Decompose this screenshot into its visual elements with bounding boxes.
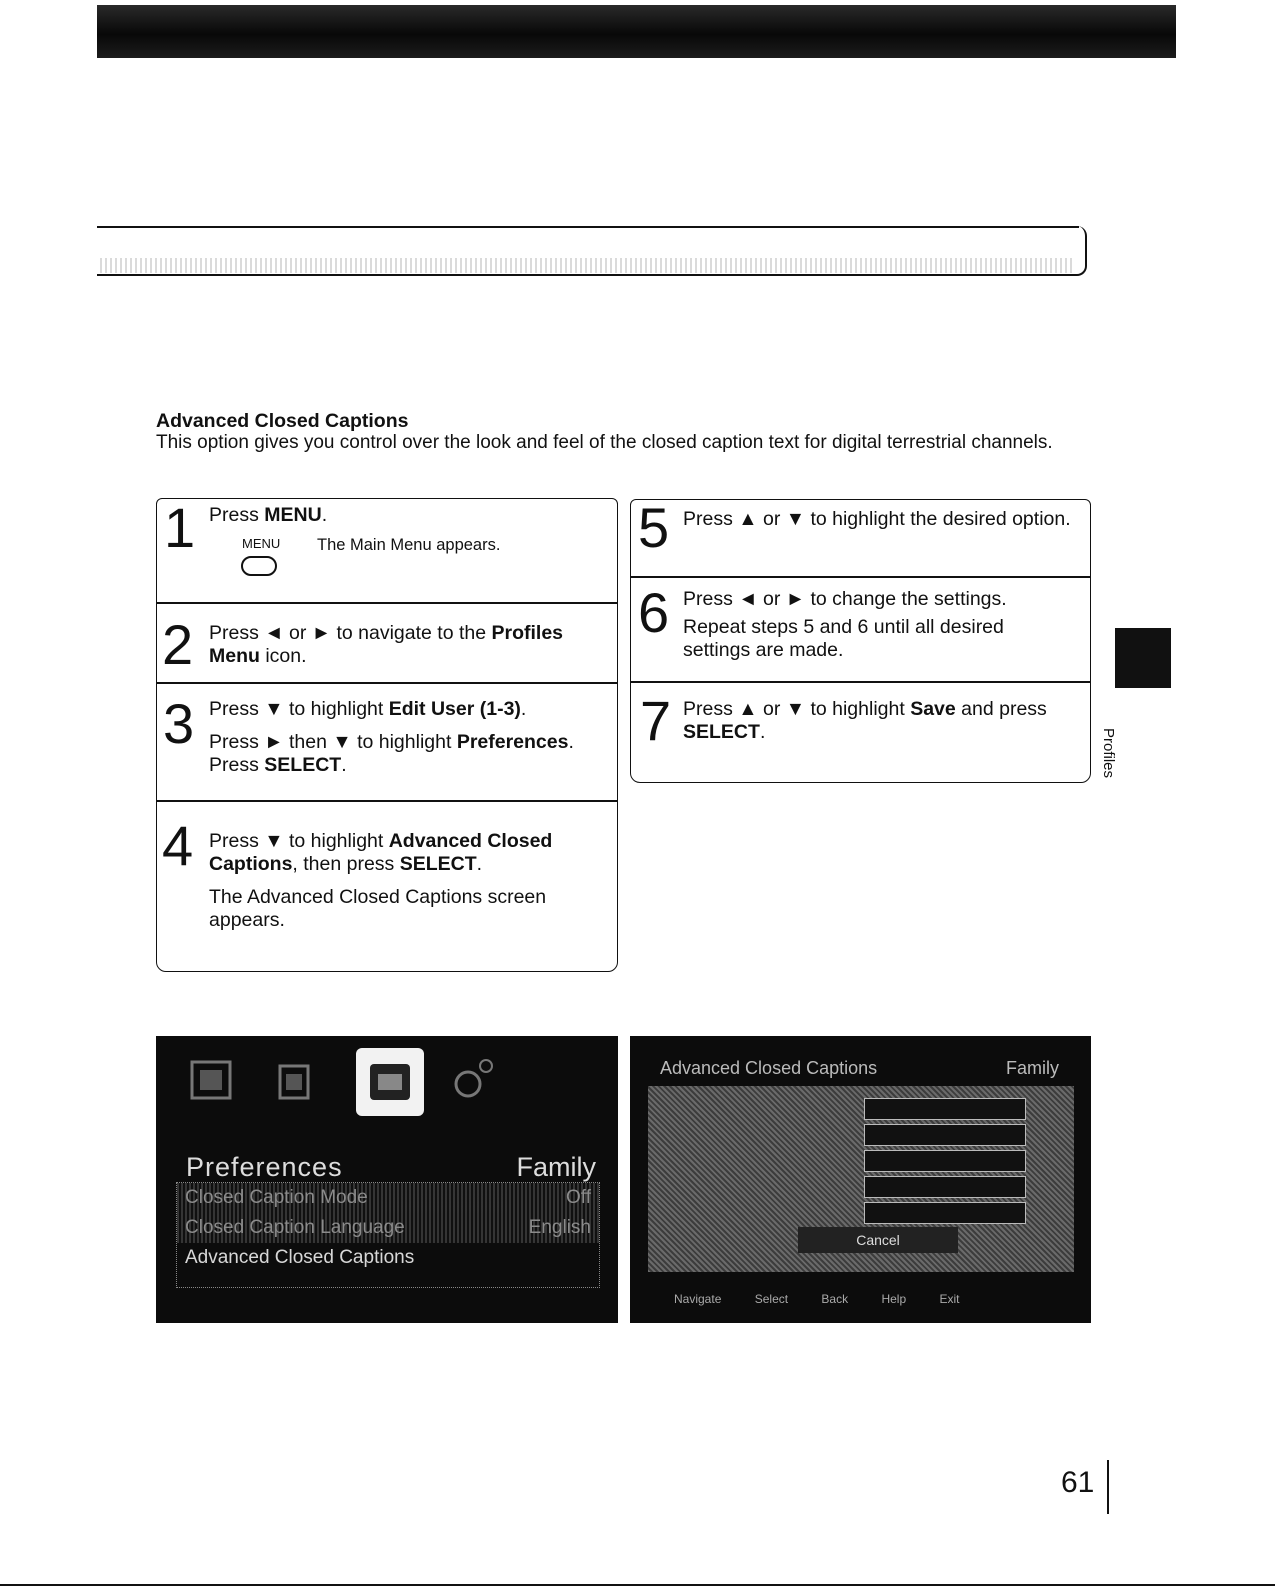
preferences-screen (156, 1036, 618, 1323)
profiles-tab (1115, 628, 1171, 688)
footer-hints: Navigate Select Back Help Exit (674, 1292, 960, 1306)
setting-field[interactable] (864, 1124, 1026, 1146)
menu-button-label: MENU (242, 536, 281, 551)
step-2-text: Press ◄ or ► to navigate to the Profiles Menu icon. (209, 622, 564, 667)
setting-field[interactable] (864, 1150, 1026, 1172)
page-number: 61 (1061, 1466, 1095, 1499)
setting-field[interactable] (864, 1202, 1026, 1224)
settings-panel (648, 1086, 1074, 1272)
tv-icon (266, 1052, 322, 1108)
cancel-button[interactable]: Cancel (798, 1227, 958, 1253)
screen-title: Advanced Closed Captions (660, 1058, 878, 1078)
step-number: 7 (640, 689, 672, 752)
step-7-text: Press ▲ or ▼ to highlight Save and press SELECT. (683, 698, 1047, 743)
profiles-tab-label: Profiles (1100, 728, 1117, 779)
preferences-list (176, 1182, 600, 1288)
divider (631, 576, 1090, 578)
menu-button-icon (241, 556, 277, 576)
step-number: 5 (638, 496, 670, 559)
profile-name: Family (1006, 1058, 1059, 1078)
step-4-text: Press ▼ to highlight Advanced Closed Captions, then press SELECT. The Advanced Closed Captions screen appears. (209, 830, 553, 931)
header-bar (97, 5, 1176, 58)
step-number: 2 (162, 613, 194, 676)
setup-icon (184, 1052, 240, 1108)
step-number: 1 (164, 496, 196, 559)
divider (157, 800, 617, 802)
menu-item[interactable]: Closed Caption Mode Off (177, 1183, 599, 1213)
step-1-note: The Main Menu appears. (317, 536, 501, 554)
setting-field[interactable] (864, 1176, 1026, 1198)
bottom-rule (0, 1584, 1275, 1586)
step-3-text: Press ▼ to highlight Edit User (1-3). Press ► then ▼ to highlight Preferences. Press SELECT. (209, 698, 574, 776)
preferences-title: Preferences (186, 1152, 343, 1182)
menu-item-selected[interactable]: Advanced Closed Captions (177, 1243, 599, 1273)
section-title: Advanced Closed Captions (156, 410, 409, 432)
section-bar-stipple (100, 258, 1075, 273)
step-number: 3 (163, 692, 195, 755)
section-rule (97, 226, 1079, 228)
setting-field[interactable] (864, 1098, 1026, 1120)
intro (156, 410, 1056, 454)
divider (157, 602, 617, 604)
divider (157, 682, 617, 684)
advanced-closed-captions-screen (630, 1036, 1091, 1323)
step-number: 6 (638, 581, 670, 644)
profiles-icon (356, 1048, 424, 1116)
profile-name: Family (516, 1152, 596, 1182)
page-number-rule (1107, 1460, 1109, 1514)
section-description: This option gives you control over the look and feel of the closed caption text for digital terrestrial channels. (156, 432, 1053, 453)
step-6-text: Press ◄ or ► to change the settings. Repeat steps 5 and 6 until all desired settings are made. (683, 588, 1007, 661)
step-1-text: Press MENU. (209, 504, 328, 526)
step-5-text: Press ▲ or ▼ to highlight the desired option. (683, 508, 1071, 530)
settings-icon (446, 1050, 502, 1106)
step-number: 4 (162, 814, 194, 877)
menu-item[interactable]: Closed Caption Language English (177, 1213, 599, 1243)
divider (631, 681, 1090, 683)
